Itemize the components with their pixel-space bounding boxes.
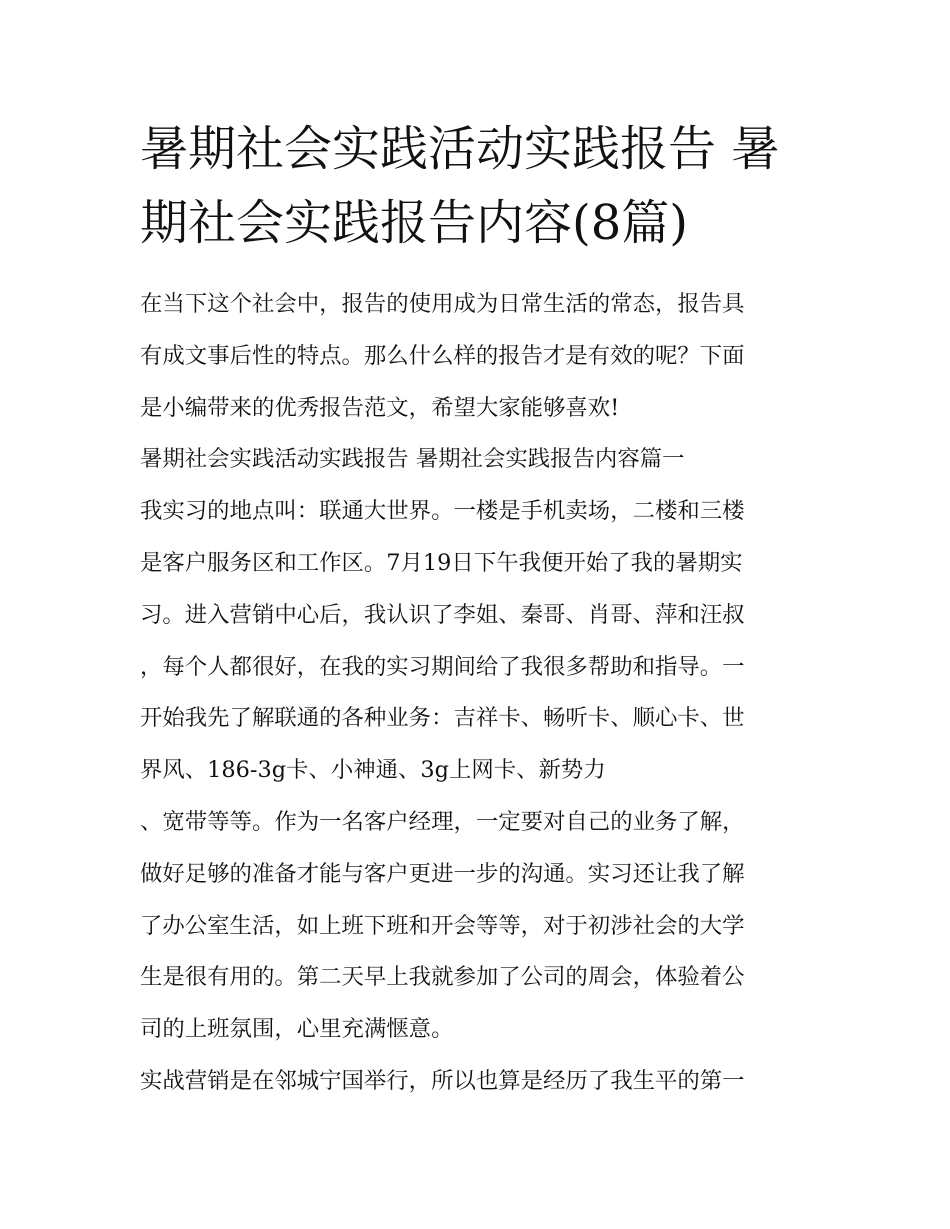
body-line: 有成文事后性的特点。那么什么样的报告才是有效的呢？下面 [140,342,745,369]
title-line: 暑期社会实践活动实践报告 暑 [140,121,780,177]
body-line: 做好足够的准备才能与客户更进一步的沟通。实习还让我了解 [140,860,745,887]
body-line: 在当下这个社会中，报告的使用成为日常生活的常态，报告具 [140,291,745,317]
body-line: 实战营销是在邻城宁国举行，所以也算是经历了我生平的第一 [140,1067,745,1094]
body-line: 界风、186-3g卡、小神通、3g上网卡、新势力 [140,757,606,784]
body-line: 生是很有用的。第二天早上我就参加了公司的周会，体验着公 [140,964,745,991]
section-heading: 暑期社会实践活动实践报告 暑期社会实践报告内容篇一 [140,446,685,473]
body-line: 是客户服务区和工作区。7月19日下午我便开始了我的暑期实 [140,549,743,576]
body-line: 是小编带来的优秀报告范文，希望大家能够喜欢! [140,394,620,421]
body-line: 习。进入营销中心后，我认识了李姐、秦哥、肖哥、萍和汪叔 [140,601,745,628]
title-line: 期社会实践报告内容(8篇) [140,195,688,251]
body-line: 司的上班氛围，心里充满惬意。 [140,1016,454,1043]
body-line: 开始我先了解联通的各种业务：吉祥卡、畅听卡、顺心卡、世 [140,705,745,732]
document-body [140,279,820,1108]
document-title [140,112,820,260]
body-line: ，每个人都很好，在我的实习期间给了我很多帮助和指导。一 [140,653,745,680]
body-line: 、宽带等等。作为一名客户经理，一定要对自己的业务了解， [140,808,745,835]
body-line: 我实习的地点叫：联通大世界。一楼是手机卖场，二楼和三楼 [140,498,745,525]
body-line: 了办公室生活，如上班下班和开会等等，对于初涉社会的大学 [140,912,745,939]
